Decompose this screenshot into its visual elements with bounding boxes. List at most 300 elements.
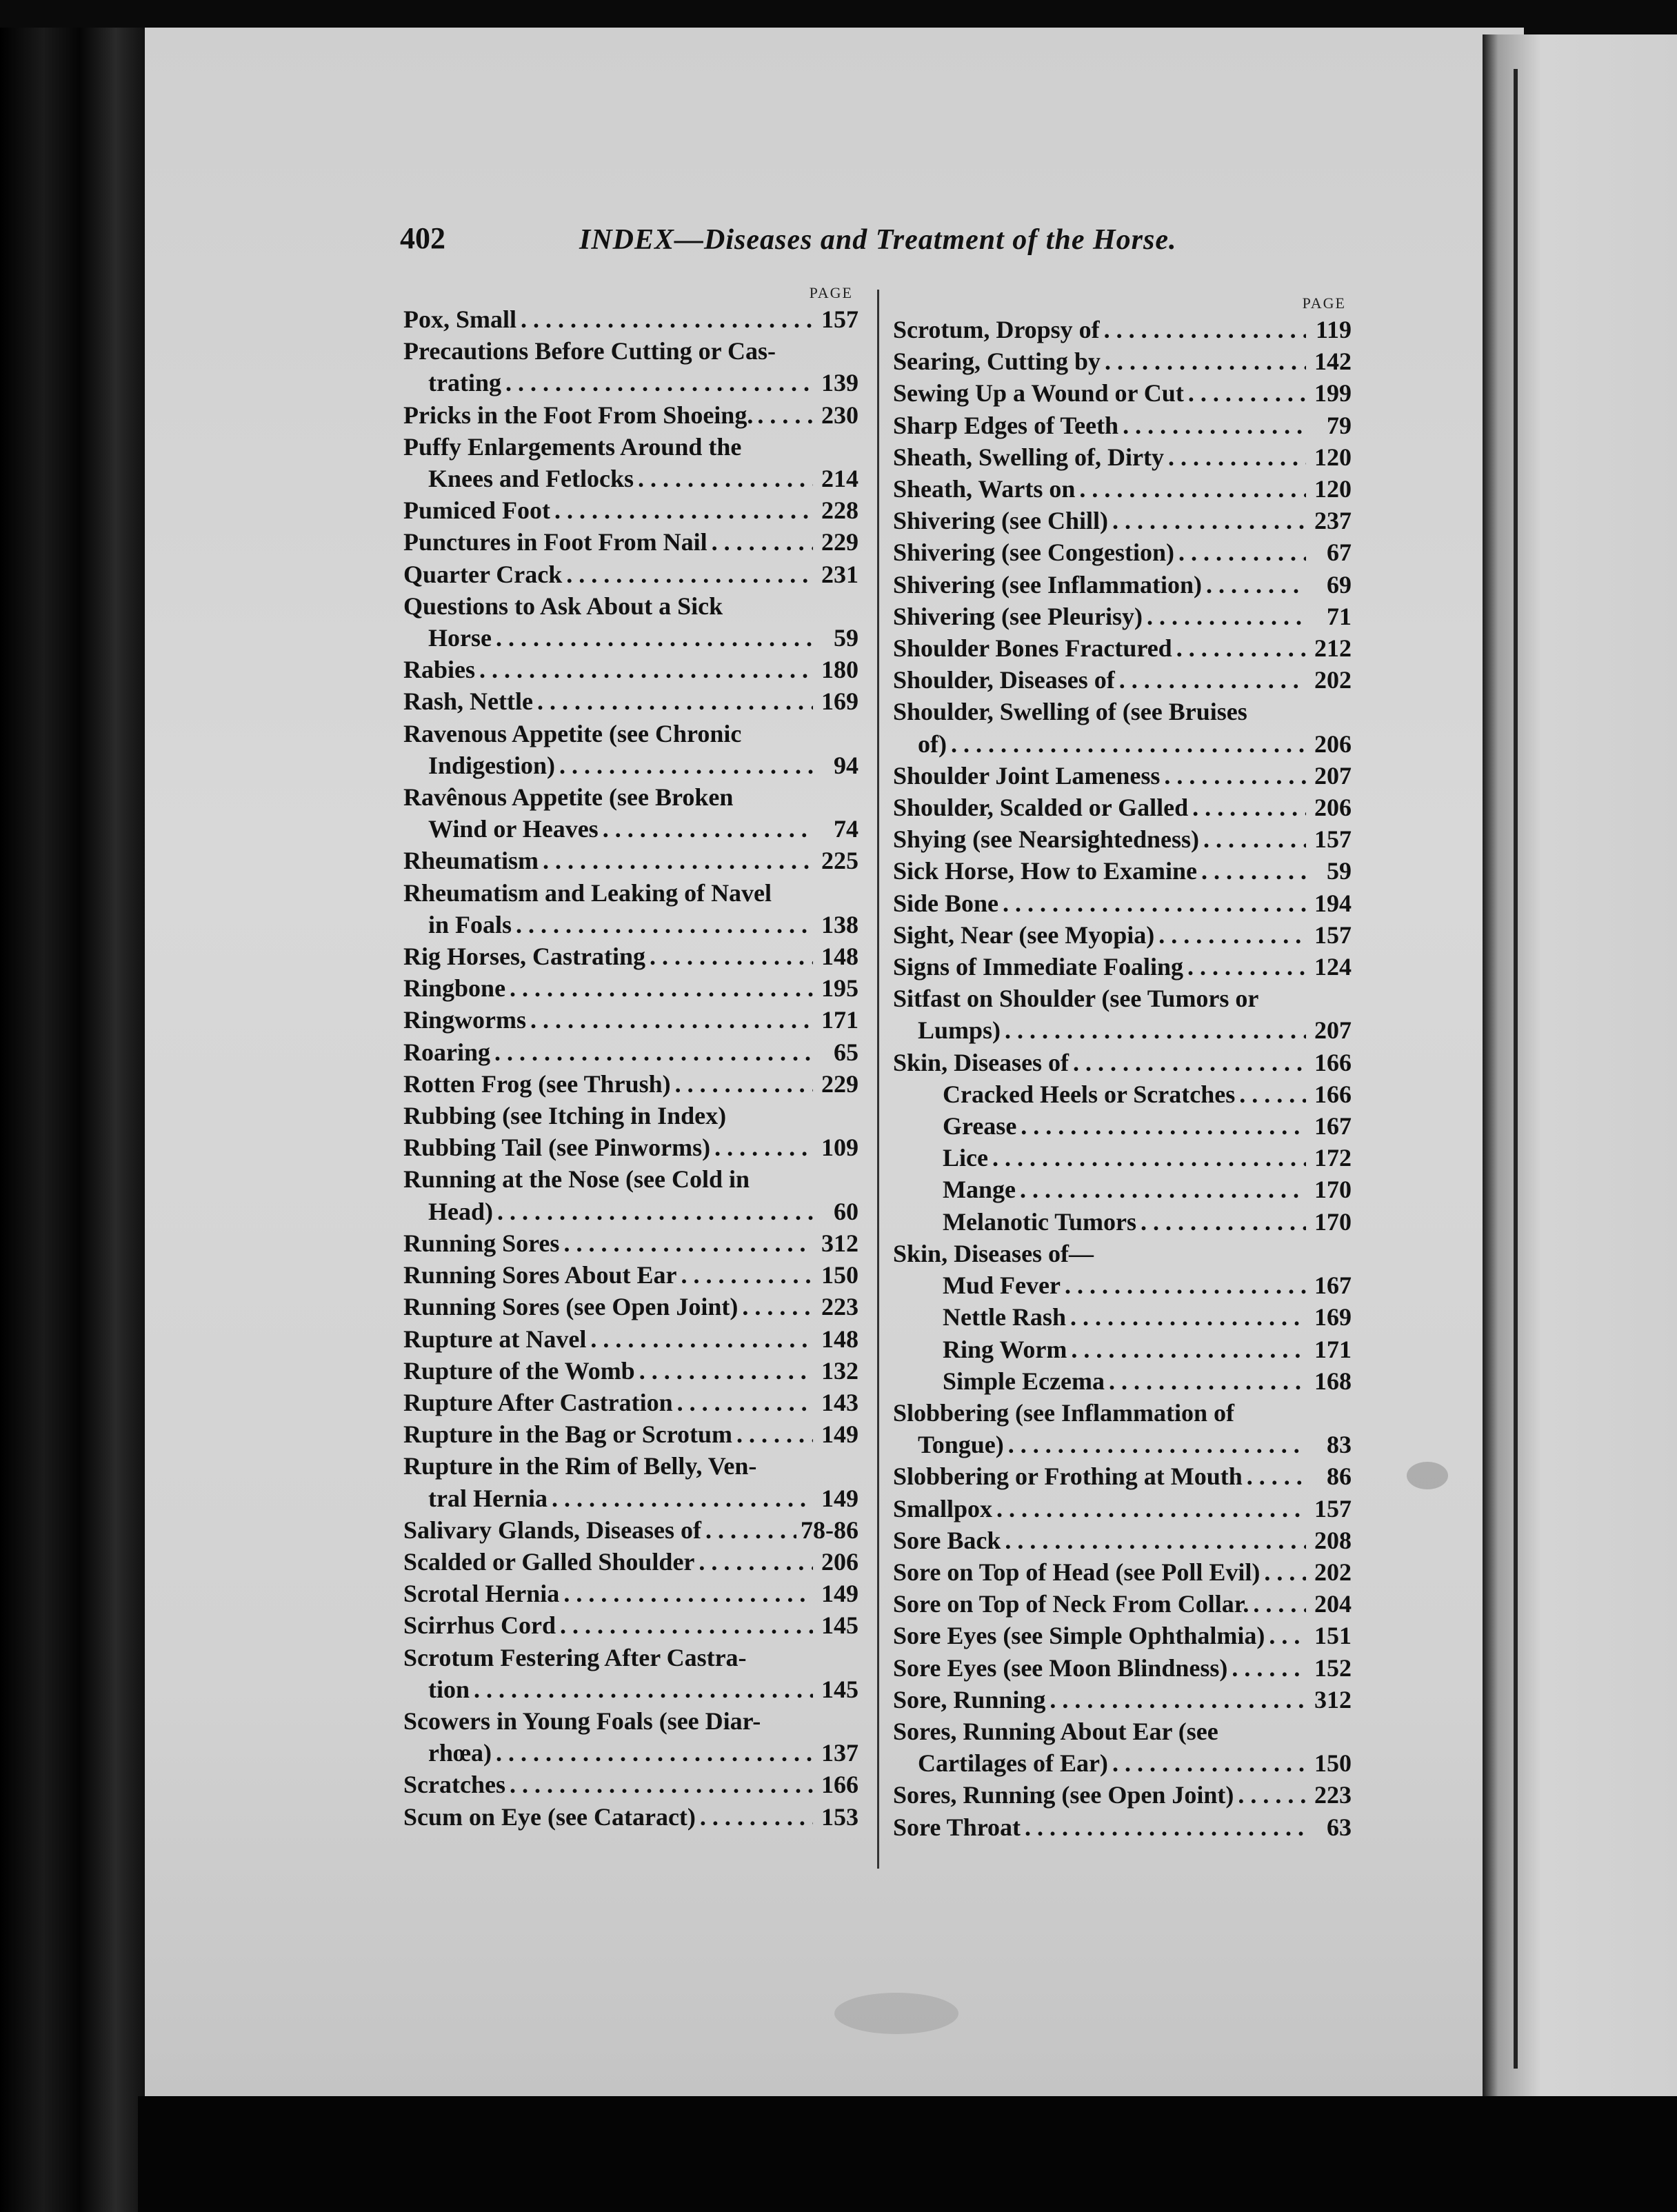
entry-continuation (403, 367, 858, 399)
dot-leader (1264, 1556, 1306, 1588)
entry-text: Rubbing (see Itching in Index) (403, 1102, 727, 1130)
entry-heading (893, 1174, 1352, 1205)
index-entry (893, 1779, 1352, 1811)
index-entry (893, 314, 1352, 345)
entry-text: Punctures in Foot From Nail (403, 528, 707, 556)
entry-page-number: 228 (821, 496, 858, 525)
entry-heading (893, 1556, 1352, 1588)
entry-text: Sore Throat (893, 1813, 1021, 1841)
dot-leader (510, 1769, 813, 1800)
index-entry (893, 601, 1352, 632)
entry-text: Smallpox (893, 1494, 993, 1522)
entry-page-number: 78-86 (801, 1516, 858, 1544)
entry-heading (403, 718, 858, 750)
entry-page-number: 67 (1327, 539, 1352, 567)
index-entry (893, 1556, 1352, 1588)
entry-text: Nettle Rash (943, 1303, 1066, 1331)
index-entry (893, 1206, 1352, 1238)
index-entry (403, 303, 858, 335)
entry-text: Rupture at Navel (403, 1325, 587, 1353)
entry-heading (403, 1642, 858, 1673)
entry-page-number: 119 (1315, 316, 1352, 343)
entry-text: Quarter Crack (403, 560, 563, 588)
index-entry (403, 1514, 858, 1546)
dot-leader (563, 1227, 813, 1259)
entry-text: Shying (see Nearsightedness) (893, 825, 1200, 854)
dot-leader (1003, 887, 1306, 919)
entry-page-number: 150 (821, 1261, 858, 1289)
entry-page-number: 120 (1314, 443, 1352, 471)
entry-heading (403, 494, 858, 526)
entry-page-number: 229 (821, 528, 858, 556)
index-entry (403, 1004, 858, 1036)
entry-heading (403, 1291, 858, 1323)
index-entry (893, 505, 1352, 536)
entry-page-number: 206 (1314, 794, 1352, 822)
ink-blot (834, 1993, 958, 2034)
entry-heading (403, 685, 858, 717)
entry-page-number: 157 (821, 305, 858, 333)
entry-page-number: 149 (821, 1580, 858, 1608)
entry-text: Scowers in Young Foals (see Diar- (403, 1707, 761, 1735)
entry-page-number: 171 (1314, 1335, 1352, 1363)
index-entry (403, 1546, 858, 1578)
index-list-left (403, 303, 858, 1833)
entry-continuation (893, 1014, 1352, 1046)
index-entry (403, 1387, 858, 1418)
entry-text: Lumps) (918, 1016, 1001, 1045)
entry-continuation (403, 1482, 858, 1514)
dot-leader (681, 1259, 813, 1291)
entry-page-number: 145 (821, 1675, 858, 1703)
entry-text: Wind or Heaves (428, 815, 599, 843)
entry-heading (893, 951, 1352, 983)
index-entry (403, 1705, 858, 1769)
dot-leader (1164, 760, 1306, 792)
entry-heading (893, 855, 1352, 887)
entry-page-number: 71 (1327, 602, 1352, 630)
page-column-label: PAGE (809, 284, 853, 301)
entry-heading (403, 335, 858, 367)
dot-leader (1168, 441, 1306, 473)
entry-text: Shoulder, Swelling of (see Bruises (893, 698, 1247, 726)
entry-page-number: 145 (821, 1611, 858, 1640)
page-column-label: PAGE (1302, 294, 1346, 312)
dot-leader (559, 750, 813, 781)
entry-page-number: 139 (821, 369, 858, 397)
entry-text: Indigestion) (428, 751, 556, 779)
index-entry (893, 441, 1352, 473)
entry-heading (893, 760, 1352, 792)
index-entry (403, 1163, 858, 1227)
index-entry (893, 855, 1352, 887)
entry-page-number: 63 (1327, 1813, 1352, 1841)
entry-text: Pox, Small (403, 305, 517, 333)
index-entry (403, 654, 858, 685)
entry-heading (893, 1652, 1352, 1684)
index-entry (403, 431, 858, 494)
index-entry (403, 1578, 858, 1609)
entry-page-number: 212 (1314, 634, 1352, 663)
entry-page-number: 214 (821, 465, 858, 493)
dot-leader (1203, 823, 1306, 855)
dot-leader (560, 1609, 813, 1641)
index-entry (403, 781, 858, 845)
entry-page-number: 137 (821, 1739, 858, 1767)
entry-page-number: 169 (821, 687, 858, 716)
entry-heading (893, 1334, 1352, 1365)
entry-heading (893, 536, 1352, 568)
entry-heading (893, 345, 1352, 377)
entry-heading (893, 1525, 1352, 1556)
entry-text: Shivering (see Congestion) (893, 539, 1174, 567)
entry-heading (403, 1450, 858, 1482)
entry-text: Rubbing Tail (see Pinworms) (403, 1134, 711, 1162)
dot-leader (1247, 1460, 1306, 1492)
entry-heading (403, 1259, 858, 1291)
entry-text: trating (428, 369, 501, 397)
entry-text: Scrotum Festering After Castra- (403, 1643, 747, 1671)
entry-heading (403, 877, 858, 909)
page-number: 402 (400, 221, 445, 255)
entry-heading (403, 559, 858, 590)
index-entry (893, 1620, 1352, 1651)
entry-heading (893, 1397, 1352, 1429)
dot-leader (638, 463, 813, 494)
entry-heading (893, 1365, 1352, 1397)
index-entry (403, 1323, 858, 1355)
entry-page-number: 204 (1314, 1590, 1352, 1618)
entry-heading (893, 1460, 1352, 1492)
entry-heading (893, 601, 1352, 632)
entry-continuation (403, 463, 858, 494)
entry-heading (893, 314, 1352, 345)
entry-heading (893, 1716, 1352, 1747)
dot-leader (714, 1132, 813, 1163)
dot-leader (1112, 505, 1306, 536)
dot-leader (496, 622, 813, 654)
entry-continuation (893, 1429, 1352, 1460)
entry-text: Ravênous Appetite (see Broken (403, 783, 734, 812)
page-fold (1514, 69, 1518, 2069)
entry-heading (893, 919, 1352, 951)
entry-text: Shivering (see Inflammation) (893, 570, 1202, 599)
entry-heading (893, 1142, 1352, 1174)
entry-page-number: 168 (1314, 1367, 1352, 1395)
dot-leader (1105, 345, 1306, 377)
entry-heading (403, 1227, 858, 1259)
index-entry (403, 1100, 858, 1132)
column-divider (877, 290, 879, 1869)
index-entry (403, 1801, 858, 1833)
entry-heading (893, 1078, 1352, 1110)
entry-page-number: 148 (821, 1325, 858, 1353)
entry-page-number: 124 (1314, 953, 1352, 981)
entry-heading (893, 1779, 1352, 1811)
index-entry (403, 1068, 858, 1100)
index-entry (893, 632, 1352, 664)
entry-text: Running Sores (403, 1229, 560, 1257)
entry-continuation (403, 1196, 858, 1227)
index-entry (403, 1418, 858, 1450)
index-entry (403, 941, 858, 972)
entry-text: Sores, Running (see Open Joint) (893, 1781, 1234, 1809)
entry-heading (893, 792, 1352, 823)
dot-leader (1178, 536, 1306, 568)
entry-heading (403, 1387, 858, 1418)
index-entry (403, 1769, 858, 1800)
entry-heading (893, 1047, 1352, 1078)
entry-heading (403, 1609, 858, 1641)
dot-leader (1065, 1269, 1306, 1301)
entry-text: Sheath, Swelling of, Dirty (893, 443, 1165, 471)
entry-heading (893, 569, 1352, 601)
entry-page-number: 94 (834, 751, 858, 779)
entry-heading (403, 1578, 858, 1609)
index-entry (403, 685, 858, 717)
index-entry (893, 1397, 1352, 1460)
index-entry (893, 473, 1352, 505)
dot-leader (705, 1514, 796, 1546)
entry-page-number: 180 (821, 656, 858, 684)
dot-leader (603, 813, 813, 845)
entry-page-number: 151 (1314, 1622, 1352, 1650)
entry-heading (893, 1684, 1352, 1716)
dot-leader (1119, 664, 1306, 696)
entry-text: Running at the Nose (see Cold in (403, 1165, 750, 1194)
index-entry (893, 1716, 1352, 1779)
index-entry (403, 1227, 858, 1259)
entry-text: Rash, Nettle (403, 687, 533, 716)
entry-heading (403, 972, 858, 1004)
entry-text: Sewing Up a Wound or Cut (893, 379, 1184, 408)
index-entry (893, 1110, 1352, 1142)
dot-leader (537, 685, 813, 717)
entry-page-number: 149 (821, 1420, 858, 1449)
entry-page-number: 65 (834, 1038, 858, 1066)
index-entry (893, 887, 1352, 919)
dot-leader (1206, 569, 1306, 601)
entry-page-number: 170 (1314, 1176, 1352, 1204)
entry-heading (893, 983, 1352, 1014)
entry-text: Roaring (403, 1038, 490, 1066)
entry-page-number: 202 (1314, 666, 1352, 694)
entry-continuation (893, 1747, 1352, 1779)
dot-leader (1176, 632, 1306, 664)
index-entry (893, 1047, 1352, 1078)
entry-text: Shoulder, Diseases of (893, 666, 1115, 694)
index-column-left (403, 283, 858, 1833)
entry-text: Sore on Top of Head (see Poll Evil) (893, 1558, 1261, 1586)
entry-text: Rabies (403, 656, 476, 684)
entry-page-number: 60 (834, 1197, 858, 1225)
entry-page-number: 229 (821, 1069, 858, 1098)
dot-leader (1020, 1174, 1306, 1205)
dot-leader (494, 1036, 813, 1068)
entry-text: Shoulder, Scalded or Galled (893, 794, 1189, 822)
index-entry (403, 1642, 858, 1705)
entry-page-number: 148 (821, 943, 858, 971)
entry-text: Slobbering (see Inflammation of (893, 1398, 1234, 1427)
dot-leader (1079, 473, 1306, 505)
entry-page-number: 207 (1314, 761, 1352, 790)
entry-page-number: 312 (1314, 1685, 1352, 1713)
entry-heading (893, 1811, 1352, 1843)
entry-heading (403, 1418, 858, 1450)
entry-page-number: 169 (1314, 1303, 1352, 1331)
index-entry (403, 972, 858, 1004)
index-column-right (893, 293, 1352, 1843)
dot-leader (675, 1068, 813, 1100)
entry-text: Searing, Cutting by (893, 348, 1101, 376)
index-entry (893, 664, 1352, 696)
entry-page-number: 167 (1314, 1112, 1352, 1140)
entry-text: Ringbone (403, 974, 506, 1003)
entry-page-number: 208 (1314, 1526, 1352, 1554)
entry-text: Rupture in the Rim of Belly, Ven- (403, 1452, 757, 1480)
entry-text: Ring Worm (943, 1335, 1067, 1363)
entry-text: tral Hernia (428, 1484, 548, 1512)
entry-page-number: 157 (1314, 921, 1352, 949)
entry-text: Horse (428, 624, 492, 652)
entry-heading (893, 1620, 1352, 1651)
entry-page-number: 142 (1314, 348, 1352, 376)
entry-text: in Foals (428, 910, 512, 938)
entry-heading (403, 1132, 858, 1163)
entry-heading (403, 1355, 858, 1387)
dot-leader (700, 1801, 813, 1833)
entry-heading (893, 823, 1352, 855)
index-entry (893, 760, 1352, 792)
dot-leader (1188, 377, 1306, 409)
index-entry (893, 951, 1352, 983)
entry-page-number: 69 (1327, 570, 1352, 599)
index-entry (893, 1652, 1352, 1684)
entry-text: Side Bone (893, 889, 999, 917)
entry-text: Sight, Near (see Myopia) (893, 921, 1155, 949)
entry-page-number: 237 (1314, 507, 1352, 535)
entry-heading (403, 590, 858, 622)
entry-text: Puffy Enlargements Around the (403, 432, 742, 461)
entry-heading (403, 1514, 858, 1546)
entry-text: Rheumatism (403, 847, 539, 875)
index-entry (403, 1355, 858, 1387)
entry-continuation (893, 728, 1352, 760)
entry-text: Mud Fever (943, 1271, 1061, 1300)
entry-text: Cracked Heels or Scratches (943, 1080, 1236, 1108)
dot-leader (530, 1004, 813, 1036)
entry-page-number: 157 (1314, 1494, 1352, 1522)
index-entry (403, 845, 858, 876)
index-entry (403, 1450, 858, 1514)
index-entry (893, 823, 1352, 855)
entry-text: Rupture of the Womb (403, 1356, 635, 1385)
dot-leader (1253, 1588, 1306, 1620)
index-list-right (893, 314, 1352, 1843)
dot-leader (1025, 1811, 1306, 1843)
entry-page-number: 170 (1314, 1207, 1352, 1236)
index-entry (893, 1365, 1352, 1397)
entry-heading (403, 399, 858, 431)
index-entry (403, 494, 858, 526)
entry-continuation (403, 1673, 858, 1705)
entry-heading (893, 441, 1352, 473)
index-entry (403, 1259, 858, 1291)
entry-text: Ravenous Appetite (see Chronic (403, 719, 742, 747)
entry-heading (403, 526, 858, 558)
index-entry (893, 377, 1352, 409)
entry-text: Grease (943, 1112, 1017, 1140)
dot-leader (1071, 1334, 1306, 1365)
entry-heading (893, 664, 1352, 696)
entry-page-number: 74 (834, 815, 858, 843)
dot-leader (521, 303, 813, 335)
entry-page-number: 152 (1314, 1653, 1352, 1682)
entry-text: Rheumatism and Leaking of Navel (403, 878, 772, 907)
entry-text: Shoulder Joint Lameness (893, 761, 1161, 790)
entry-text: Sore Eyes (see Simple Ophthalmia) (893, 1622, 1265, 1650)
dot-leader (497, 1196, 813, 1227)
dot-leader (552, 1482, 813, 1514)
facing-page-edge (1483, 34, 1677, 2096)
entry-heading (893, 1206, 1352, 1238)
entry-text: Sore on Top of Neck From Collar. (893, 1590, 1249, 1618)
entry-continuation (403, 909, 858, 941)
dot-leader (510, 972, 813, 1004)
entry-page-number: 166 (1314, 1048, 1352, 1076)
entry-page-number: 312 (821, 1229, 858, 1257)
entry-page-number: 150 (1314, 1749, 1352, 1778)
entry-heading (893, 1238, 1352, 1269)
entry-page-number: 167 (1314, 1271, 1352, 1300)
entry-text: Tongue) (918, 1431, 1004, 1459)
dot-leader (1008, 1429, 1306, 1460)
entry-heading (403, 1004, 858, 1036)
entry-heading (403, 1068, 858, 1100)
entry-text: Lice (943, 1144, 988, 1172)
entry-heading (403, 845, 858, 876)
ink-blot (1407, 1462, 1448, 1489)
entry-text: Rupture in the Bag or Scrotum (403, 1420, 733, 1449)
entry-continuation (403, 622, 858, 654)
entry-page-number: 207 (1314, 1016, 1352, 1045)
entry-heading (403, 1801, 858, 1833)
entry-heading (403, 1163, 858, 1195)
entry-heading (893, 1301, 1352, 1333)
entry-page-number: 230 (821, 401, 858, 429)
index-entry (893, 983, 1352, 1046)
dot-leader (474, 1673, 813, 1705)
entry-page-number: 195 (821, 974, 858, 1003)
dot-leader (1070, 1301, 1306, 1333)
entry-text: Signs of Immediate Foaling (893, 953, 1184, 981)
entry-page-number: 79 (1327, 411, 1352, 439)
index-entry (893, 410, 1352, 441)
entry-continuation (403, 1737, 858, 1769)
entry-text: Shivering (see Pleurisy) (893, 602, 1143, 630)
dot-leader (566, 559, 813, 590)
dot-leader (1238, 1779, 1306, 1811)
dot-leader (1141, 1206, 1306, 1238)
dot-leader (699, 1546, 813, 1578)
dot-leader (742, 1291, 813, 1323)
dot-leader (1123, 410, 1306, 441)
dot-leader (996, 1493, 1306, 1525)
dot-leader (1201, 855, 1306, 887)
entry-text: Sick Horse, How to Examine (893, 857, 1197, 885)
entry-heading (403, 781, 858, 813)
entry-text: Skin, Diseases of— (893, 1239, 1094, 1267)
